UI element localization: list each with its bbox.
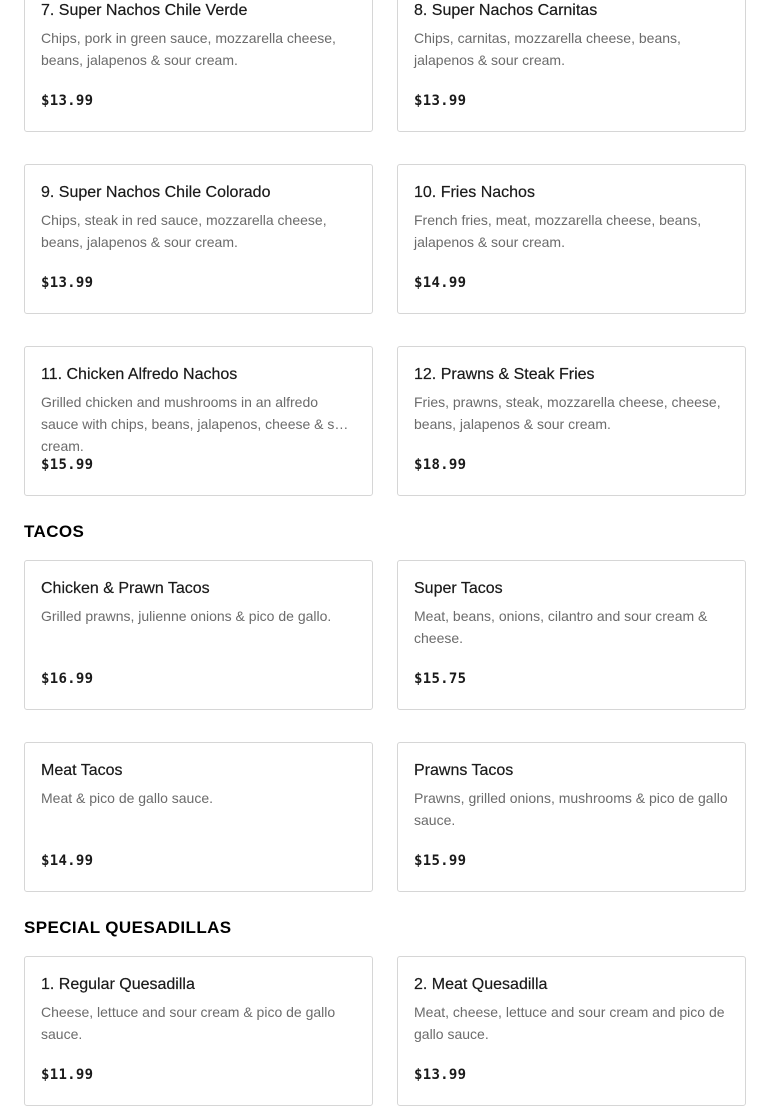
menu-item-card[interactable] [397, 164, 746, 314]
menu-item-description: Cheese, lettuce and sour cream & pico de gallo sauce. [41, 1004, 336, 1042]
menu-item-price: $13.99 [414, 1067, 467, 1083]
menu-item-description: Prawns, grilled onions, mushrooms & pico de gallo sauce. [414, 790, 728, 828]
menu-item-card[interactable] [397, 956, 746, 1106]
menu-item-price: $13.99 [414, 93, 467, 109]
menu-item-description: Chips, pork in green sauce, mozzarella cheese, beans, jalapenos & sour cream. [41, 30, 336, 68]
menu-item-description: Meat, beans, onions, cilantro and sour cream & cheese. [414, 608, 708, 646]
menu-item-description: Fries, prawns, steak, mozzarella cheese, cheese, beans, jalapenos & sour cream. [414, 394, 721, 432]
menu-item-price: $16.99 [41, 671, 94, 687]
menu-item-description: French fries, meat, mozzarella cheese, beans, jalapenos & sour cream. [414, 212, 702, 250]
menu-item-card[interactable] [24, 164, 373, 314]
menu-item-title: 1. Regular Quesadilla [41, 976, 195, 993]
menu-item-card[interactable] [397, 560, 746, 710]
menu-item-card[interactable] [397, 346, 746, 496]
menu-item-description: Chips, steak in red sauce, mozzarella cheese, beans, jalapenos & sour cream. [41, 212, 327, 250]
menu-item-card[interactable] [24, 560, 373, 710]
menu-item-title: Meat Tacos [41, 762, 123, 779]
menu-item-card[interactable] [24, 346, 373, 496]
section-heading-tacos: TACOS [24, 522, 85, 541]
menu-item-price: $15.99 [414, 853, 467, 869]
menu-grid-tacos [0, 560, 770, 892]
menu-item-title: Super Tacos [414, 580, 503, 597]
menu-item-description: Grilled prawns, julienne onions & pico de gallo. [41, 608, 332, 624]
menu-item-price: $18.99 [414, 457, 467, 473]
menu-item-card[interactable] [397, 0, 746, 132]
menu-grid-quesadillas [0, 956, 770, 1106]
menu-item-description: Chips, carnitas, mozzarella cheese, beans, jalapenos & sour cream. [414, 30, 681, 68]
menu-item-price: $15.99 [41, 457, 94, 473]
menu-item-price: $13.99 [41, 275, 94, 291]
menu-item-title: Prawns Tacos [414, 762, 514, 779]
menu-item-price: $11.99 [41, 1067, 94, 1083]
menu-item-price: $14.99 [414, 275, 467, 291]
menu-item-title: 8. Super Nachos Carnitas [414, 2, 598, 19]
menu-item-title: 11. Chicken Alfredo Nachos [41, 366, 238, 383]
menu-item-title: 12. Prawns & Steak Fries [414, 366, 595, 383]
menu-grid-nachos [0, 0, 770, 496]
menu-item-description: Meat, cheese, lettuce and sour cream and pico de gallo sauce. [414, 1004, 725, 1042]
menu-item-price: $15.75 [414, 671, 467, 687]
menu-item-card[interactable] [24, 742, 373, 892]
menu-item-price: $13.99 [41, 93, 94, 109]
menu-item-card[interactable] [24, 956, 373, 1106]
menu-item-card[interactable] [24, 0, 373, 132]
menu-item-description: Meat & pico de gallo sauce. [41, 790, 213, 806]
menu-item-title: Chicken & Prawn Tacos [41, 580, 210, 597]
menu-item-title: 7. Super Nachos Chile Verde [41, 2, 248, 19]
menu-item-title: 9. Super Nachos Chile Colorado [41, 184, 271, 201]
section-heading-special-quesadillas: SPECIAL QUESADILLAS [24, 918, 232, 937]
menu-item-card[interactable] [397, 742, 746, 892]
menu-item-description: Grilled chicken and mushrooms in an alfredo sauce with chips, beans, jalapenos, cheese & sour cream. [41, 394, 355, 454]
menu-item-price: $14.99 [41, 853, 94, 869]
menu-item-title: 2. Meat Quesadilla [414, 976, 548, 993]
menu-item-title: 10. Fries Nachos [414, 184, 535, 201]
